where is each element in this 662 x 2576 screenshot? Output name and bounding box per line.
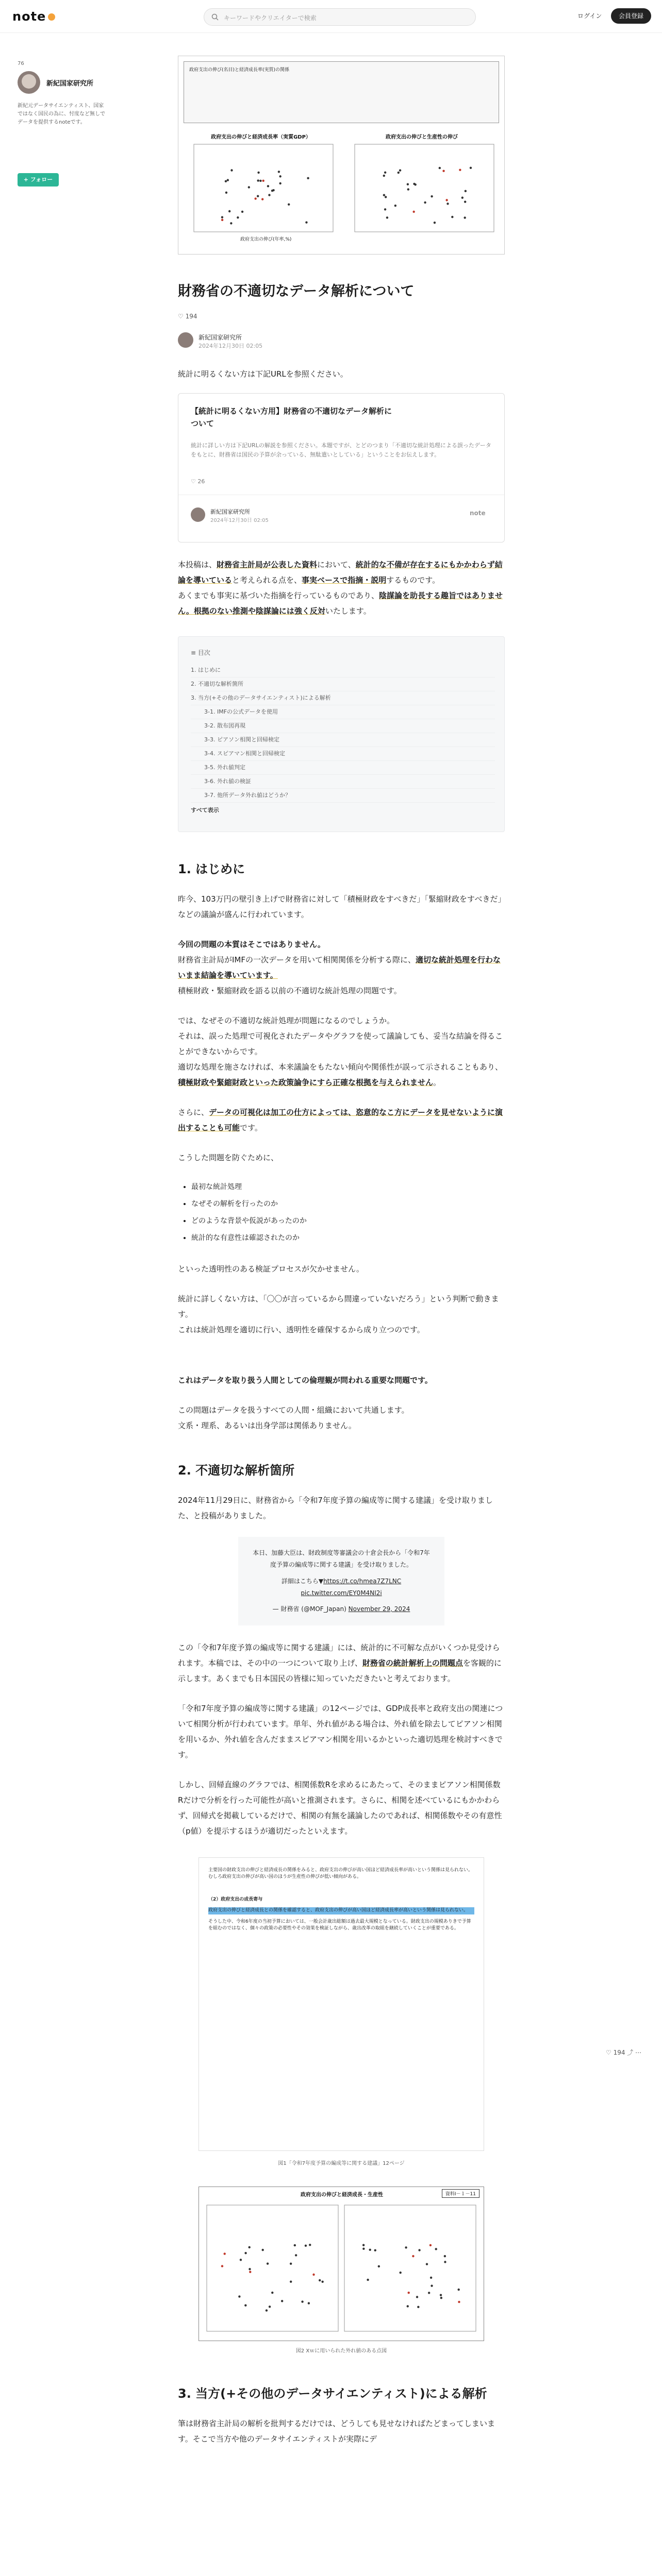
scatter-point <box>445 199 448 201</box>
scatter-point <box>266 2309 268 2311</box>
list-item: • なぜその解析を行ったのか <box>191 1196 505 1213</box>
scatter-point <box>439 167 441 169</box>
scatter-point <box>228 210 230 212</box>
scatter-point <box>383 175 385 177</box>
scatter-point <box>301 2300 303 2302</box>
scatter-point <box>237 216 239 218</box>
scatter-point <box>321 2280 323 2282</box>
scatter-point <box>257 195 259 197</box>
toc-item[interactable]: 1. はじめに <box>191 664 495 677</box>
scatter-point <box>305 2244 307 2246</box>
scatter-point <box>407 2305 409 2307</box>
s1-paragraph-4: さらに、データの可視化は加工の仕方によっては、恣意的なこ方にデータを見せないように演出することも可能です。 <box>178 1108 503 1133</box>
scatter-point <box>458 2301 460 2303</box>
tweet-text: 本日、加藤大臣は、財政制度等審議会の十倉会長から「令和7年度予算の編成等に関する建議」を受け取りました。 <box>253 1549 430 1568</box>
creator-bio: 新紀元データサイエンティスト、国家ではなく国民の為に、忖度など無しでデータを提供するnoteです。 <box>18 103 105 125</box>
s1-paragraph-1: 昨今、103万円の壁引き上げで財務省に対して「積極財政をすべきだ」「緊縮財政をすべきだ」などの議論が盛んに行われています。 <box>178 894 502 920</box>
scatter-point <box>221 216 223 218</box>
figure-top-note: 政府支出の伸び(名目)と経済成長率(実質)の関係 <box>189 67 290 73</box>
section-heading-2: 2. 不適切な解析箇所 <box>178 1463 295 1478</box>
doc-heading: （2）政府支出の成長寄与 <box>208 1896 263 1902</box>
follow-button[interactable]: + フォロー <box>18 173 59 187</box>
scatter-point <box>240 2259 242 2261</box>
figure-top-left-title: 政府支出の伸びと経済成長率（実質GDP） <box>211 134 311 140</box>
scatter-right <box>344 142 499 245</box>
scatter-point <box>461 197 464 199</box>
s1-paragraph-2: 今回の問題の本質はそこではありません。 財務省主計局がIMFの一次データを用いて相関関係を分析する際に、適切な統計処理を行わないまま結論を導いています。 積極財政・緊縮財政を語る以前の不適切な統計処理の問題です。 <box>178 940 501 996</box>
scatter-point <box>428 2292 430 2294</box>
tweet-signature: — 財務省 (@MOF_Japan) November 29, 2024 <box>272 1605 410 1613</box>
toc-item[interactable]: 3-1. IMFの公式データを使用 <box>191 705 495 719</box>
scatter-point <box>261 2249 263 2251</box>
scatter-point <box>230 222 232 224</box>
scatter-point <box>362 2247 365 2249</box>
login-link[interactable]: ログイン <box>577 12 602 20</box>
figure-2-title: 政府支出の伸びと経済成長・生産性 <box>301 2192 383 2198</box>
scatter-point <box>244 2252 246 2254</box>
embed-footer <box>178 495 504 542</box>
author-avatar[interactable] <box>178 332 193 348</box>
embed-note-logo: note <box>470 510 486 517</box>
scatter-point <box>267 185 269 187</box>
scatter-point <box>230 169 233 171</box>
scatter-point <box>369 2248 371 2250</box>
scatter-pair <box>204 2202 479 2336</box>
floating-like[interactable]: ♡ 194 ⤴ ⋯ <box>606 2049 642 2056</box>
scatter-point <box>418 2249 420 2251</box>
post-date: 2024年12月30日 02:05 <box>198 343 263 350</box>
scatter-point <box>268 194 270 196</box>
scatter-point <box>362 2244 365 2246</box>
toc-item[interactable]: 3-6. 外れ値の検証 <box>191 775 495 789</box>
s2-paragraph-2: この「令和7年度予算の編成等に関する建議」には、統計的に不可解な点がいくつか見受けられます。本稿では、その中の一つについて取り上げ、財務省の統計解析上の問題点を客観的に示します。あくまでも日本国民の皆様に知っていただきたいと考えております。 <box>178 1642 502 1683</box>
scatter-point <box>294 2244 296 2246</box>
section-heading-1: 1. はじめに <box>178 862 245 877</box>
scatter-point <box>221 2265 223 2267</box>
scatter-point <box>440 2297 442 2299</box>
scatter-point <box>309 2244 311 2246</box>
scatter-point <box>405 2246 407 2248</box>
scatter-point <box>451 216 453 218</box>
scatter-point <box>257 172 259 174</box>
figure-1-caption: 図1「令和7年度予算の編成等に関する建議」12ページ <box>278 2160 405 2166</box>
embedded-tweet[interactable] <box>238 1537 444 1625</box>
scatter-point <box>288 204 290 206</box>
scatter-point <box>424 201 426 204</box>
list-item: • 統計的な有意性は確認されたのか <box>191 1230 505 1247</box>
scatter-point <box>305 221 307 223</box>
scatter-point <box>319 2279 321 2281</box>
s1-paragraph-6: といった透明性のある検証プロセスが欠かせません。 <box>178 1264 364 1274</box>
search-box[interactable] <box>204 8 476 26</box>
signup-button[interactable]: 会員登録 <box>611 8 651 24</box>
scatter-point <box>249 2270 251 2273</box>
figure-top <box>178 56 505 255</box>
author-name[interactable]: 新紀国家研究所 <box>198 334 242 342</box>
tweet-link-2[interactable]: pic.twitter.com/EY0M4NI2i <box>301 1589 382 1597</box>
list-item: • どのような背景や仮説があったのか <box>191 1213 505 1230</box>
scatter-point <box>259 180 261 182</box>
scatter-point <box>434 222 436 224</box>
scatter-point <box>384 172 386 174</box>
list-item: • 最初な統計処理 <box>191 1179 505 1196</box>
scatter-point <box>431 2284 433 2286</box>
scatter-point <box>257 179 259 181</box>
scatter-point <box>429 2244 432 2246</box>
doc-paragraph-1: 主要国の財政支出の伸びと経済成長の関係をみると、政府支出の伸びが高い国ほど経済成長率が高いという関係は見られない。むしろ政府支出の伸びが高い国のほうが生産性の伸びが低い傾向がある。 <box>208 1867 473 1880</box>
scatter-point <box>444 2261 446 2263</box>
scatter-point <box>446 202 449 205</box>
scatter-point <box>386 216 388 218</box>
search-placeholder: キーワードやクリエイターで検索 <box>224 14 317 22</box>
scatter-point <box>457 2289 459 2291</box>
scatter-point <box>408 2292 410 2294</box>
scatter-point <box>312 2273 315 2275</box>
s3-paragraph-1: 筆は財務省主計局の解析を批判するだけでは、どうしても見せなければたどまってしまいます。そこで当方や他のデータサイエンティストが実際にデ <box>178 2418 495 2444</box>
scatter-point <box>249 2268 251 2270</box>
toc-item[interactable]: 2. 不適切な解析箇所 <box>191 677 495 691</box>
author-row <box>178 331 505 352</box>
figure-top-xlabel: 政府支出の伸び(年率,%) <box>240 237 292 242</box>
creator-name[interactable]: 新紀国家研究所 <box>46 80 94 88</box>
scatter-point <box>278 171 280 173</box>
figure-top-right-title: 政府支出の伸びと生産性の伸び <box>386 134 458 140</box>
section-heading-3: 3. 当方(+その他のデータサイエンティスト)による解析 <box>178 2386 487 2401</box>
scatter-point <box>281 2300 283 2302</box>
s2-paragraph-1: 2024年11月29日に、財務省から「令和7年度予算の編成等に関する建議」を受け取りました、と投稿がありました。 <box>178 1495 493 1520</box>
scatter-point <box>399 169 401 171</box>
scatter-point <box>398 172 400 174</box>
top-header <box>0 0 662 33</box>
article-title: 財務省の不適切なデータ解析について <box>178 283 415 299</box>
scatter-point <box>221 219 223 221</box>
scatter-point <box>412 211 415 213</box>
figure-scatter-page <box>178 2187 505 2357</box>
doc-paragraph-2: そうした中、令和6年度の当初予算においては、一般会計歳出総額は過去最大規模となっている。財政支出の規模ありきで予算を組むのではなく、個々の政策の必要性やその効果を検証しながら、歳出改革の取組を継続していくことが重要である。 <box>208 1919 471 1931</box>
scatter-point <box>271 2292 273 2294</box>
scatter-point <box>384 208 386 210</box>
avatar[interactable] <box>18 71 40 94</box>
toc-item[interactable]: 3-7. 他所データ外れ値はどうか？ <box>191 789 495 803</box>
scatter-point <box>367 2279 369 2281</box>
scatter-point <box>383 194 385 196</box>
scatter-point <box>444 2255 446 2257</box>
figure-document-page <box>178 1852 505 2169</box>
scatter-point <box>279 175 281 177</box>
scatter-point <box>407 183 409 185</box>
scatter-point <box>261 198 263 200</box>
scatter-point <box>374 2249 376 2251</box>
embed-card[interactable] <box>178 393 505 543</box>
scatter-point <box>269 2306 271 2308</box>
figure-2-caption: 図2 Xｗに用いられた外れ値のある点図 <box>295 2348 387 2354</box>
s1-paragraph-7: 統計に詳しくない方は、「〇〇が言っているから間違っていないだろう」という判断で動きます。 これは統計処理を適切に行い、透明性を確保するから成り立つのです。 <box>178 1294 499 1334</box>
scatter-point <box>464 201 466 203</box>
sidebar-count: 76 <box>18 61 24 66</box>
scatter-point <box>407 188 409 190</box>
s1-paragraph-5: こうした問題を防ぐために、 <box>178 1153 279 1163</box>
embed-likes: ♡ 26 <box>191 478 205 485</box>
scatter-point <box>225 180 227 182</box>
scatter-point <box>279 182 281 184</box>
toc-item[interactable]: 3-4. スピアマン相関と回帰検定 <box>191 747 495 761</box>
scatter-point <box>413 183 415 185</box>
scatter-point <box>394 205 396 207</box>
purpose-paragraph: 本投稿は、財務省主計局が公表した資料において、統計的な不備が存在するにもかかわらず結論を導いていると考えられる点を、事実ベースで指摘・説明するものです。 あくまでも事実に基づいた指摘を行っているものであり、陰謀論を助長する趣旨ではありません。根拠のない推測や陰謀論には強く反対いたします。 <box>178 560 503 616</box>
toc-list <box>191 664 495 814</box>
scatter-point <box>464 216 466 218</box>
embed-title: 【統計に明るくない方用】財務省の不適切なデータ解析について <box>191 406 392 429</box>
like-button[interactable]: ♡ 194 <box>178 313 197 320</box>
note-logo[interactable]: note <box>12 9 55 24</box>
scatter-left <box>184 142 338 245</box>
scatter-point <box>238 2295 240 2297</box>
scatter-point <box>225 192 227 194</box>
scatter-point <box>272 189 274 191</box>
scatter-point <box>470 167 472 169</box>
scatter-point <box>241 211 243 213</box>
scatter-point <box>430 2276 432 2278</box>
scatter-point <box>244 2304 246 2306</box>
figure-2-tag: 資料Ⅰ－１－11 <box>442 2189 479 2198</box>
scatter-point <box>248 2246 250 2248</box>
article-main <box>178 33 505 2447</box>
search-icon <box>211 13 219 21</box>
toc-item[interactable]: 3. 当方(+その他のデータサイエンティスト)による解析 <box>191 691 495 705</box>
s1-paragraph-8: これはデータを取り扱う人間としての倫理観が問われる重要な問題です。 <box>178 1375 433 1385</box>
s2-paragraph-4: しかし、回帰直線のグラフでは、相関係数Rを求めるにあたって、そのままピアソン相関係数Rだけで分析を行った可能性が高いと推測されます。さらに、相関を述べているにもかかわらず、回帰式を掲載しているだけで、相関の有無を議論したのであれば、相関係数やその有意性（p値）を提示するほうが適切だったといえます。 <box>178 1780 502 1836</box>
scatter-point <box>267 2262 269 2264</box>
scatter-point <box>290 2262 292 2264</box>
scatter-point <box>417 2306 419 2308</box>
scatter-point <box>431 195 433 197</box>
tweet-link-1[interactable]: https://t.co/hmea7Z7LNC <box>323 1578 402 1585</box>
scatter-point <box>465 190 467 192</box>
embed-description: 統計に詳しい方は下記URLの解説を参照ください。本題ですが、とどのつまり「不適切な統計処理による誤ったデータをもとに、財務省は国民の予算が余っている、無駄遣いとしている」ということをお伝えします。 <box>191 442 491 458</box>
embed-avatar <box>191 507 205 522</box>
scatter-point <box>307 177 309 179</box>
scatter-point <box>412 2255 414 2257</box>
scatter-point <box>308 2302 310 2304</box>
table-of-contents <box>178 636 505 832</box>
scatter-point <box>416 2296 418 2298</box>
sidebar <box>18 61 108 183</box>
scatter-point <box>262 180 264 182</box>
scatter-point <box>248 186 250 188</box>
scatter-point <box>224 2252 226 2255</box>
toc-heading: ≡ 目次 <box>191 649 210 657</box>
scatter-point <box>399 2272 401 2274</box>
scatter-point <box>426 2263 428 2265</box>
intro-paragraph: 統計に明るくない方は下記URLを参照ください。 <box>178 369 348 379</box>
s2-paragraph-3: 「令和7年度予算の編成等に関する建議」の12ページでは、GDP成長率と政府支出の関連について相関分析が行われています。単年、外れ値がある場合は、外れ値を除去してピアソン相関を用いるか、外れ値を含んだままスピアマン相関を用いるかといった適切処理を検討すべきです。 <box>178 1703 503 1759</box>
s1-paragraph-9: この問題はデータを扱うすべての人間・組織において共通します。 文系・理系、あるいは出身学部は関係ありません。 <box>178 1405 409 1430</box>
scatter-point <box>378 2265 380 2267</box>
toc-item[interactable]: 3-2. 散布図再現 <box>191 719 495 733</box>
toc-show-all[interactable]: すべて表示 <box>191 807 219 814</box>
s1-paragraph-3: では、なぜその不適切な統計処理が問題になるのでしょうか。 それは、誤った処理で可視化されたデータやグラフを使って議論しても、妥当な結論を得ることができないからです。 適切な処理を施さなければ、本来議論をもたない傾向や関係性が誤って示されることもあり、積極財政や緊縮財政といった政策論争にすら正確な根拠を与えられません。 <box>178 1016 503 1088</box>
embed-date: 2024年12月30日 02:05 <box>210 518 269 524</box>
toc-item[interactable]: 3-3. ピアソン相関と回帰検定 <box>191 733 495 747</box>
scatter-point <box>227 179 229 181</box>
scatter-point <box>435 2248 437 2250</box>
scatter-point <box>440 2294 442 2296</box>
scatter-point <box>385 196 387 198</box>
scatter-point <box>290 2280 292 2282</box>
scatter-point <box>295 2254 297 2256</box>
scatter-point <box>459 169 461 171</box>
tweet-detail: 詳細はこちら▼https://t.co/hmea7Z7LNC <box>281 1578 402 1585</box>
scatter-point <box>442 170 444 172</box>
toc-item[interactable]: 3-5. 外れ値判定 <box>191 761 495 775</box>
doc-highlight: 政府支出の伸びと経済成長との関係を確認すると、政府支出の伸びが高い国ほど経済成長率が高いという関係は見られない。 <box>208 1907 474 1914</box>
scatter-point <box>254 197 256 199</box>
embed-author: 新紀国家研究所 <box>210 509 250 516</box>
bullet-list <box>178 1179 505 1247</box>
